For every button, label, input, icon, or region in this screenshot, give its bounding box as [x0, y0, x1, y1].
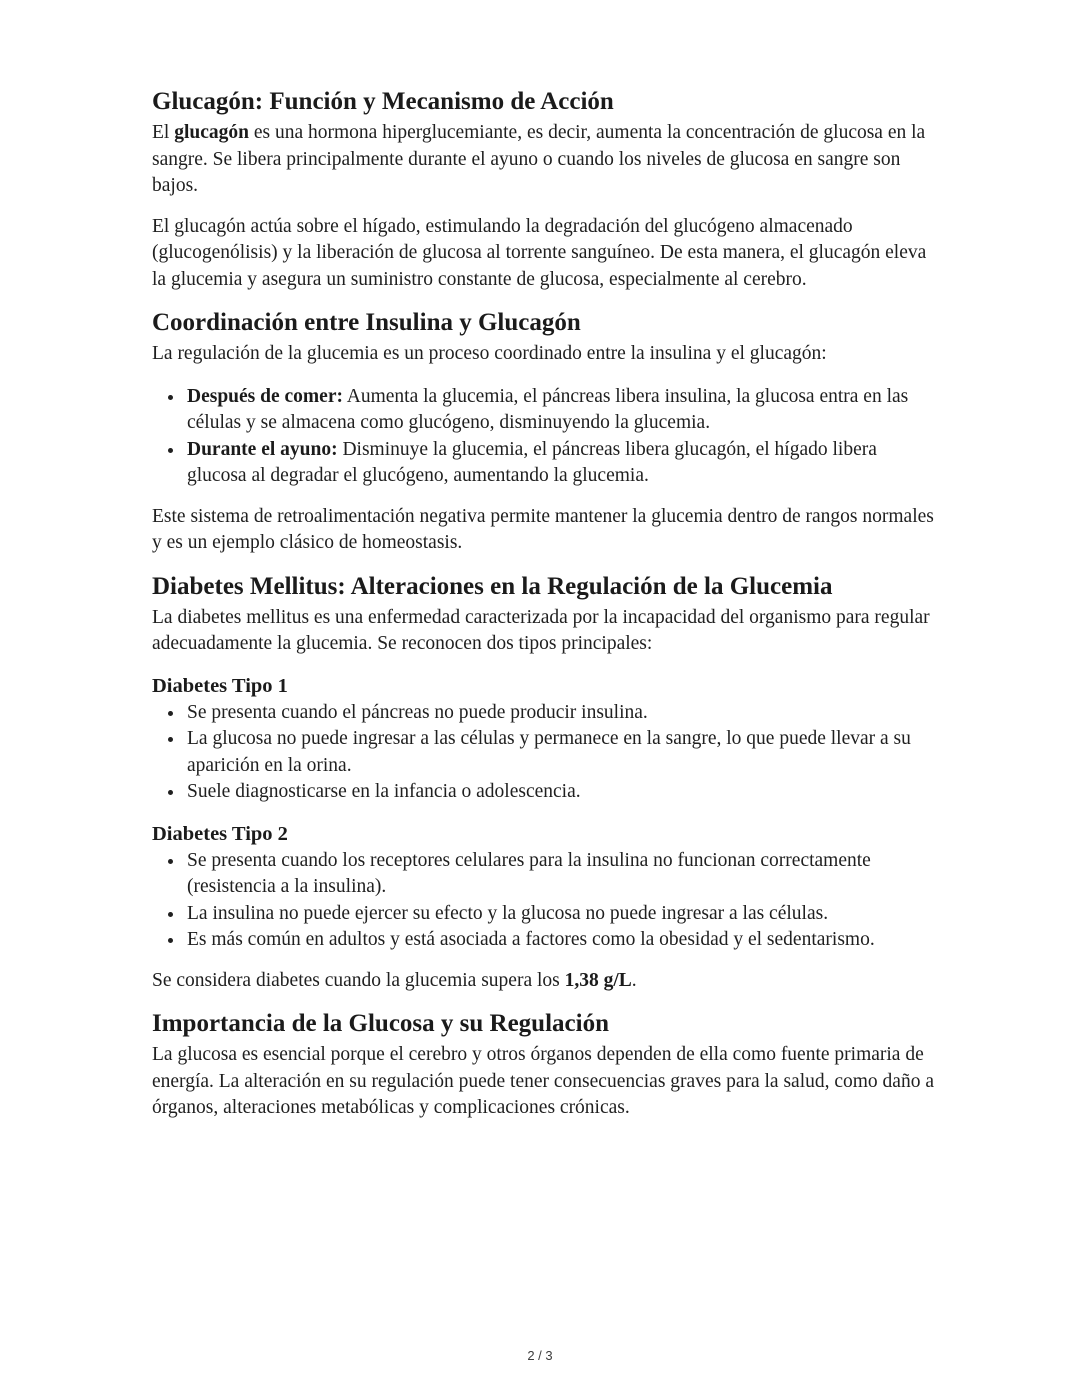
text-run: El	[152, 122, 175, 143]
section-heading-glucagon: Glucagón: Función y Mecanismo de Acción	[152, 88, 614, 115]
list-item: • Es más común en adultos y está asociada a factores como la obesidad y el sedentarismo.	[185, 927, 940, 954]
document-content	[152, 86, 940, 1122]
bold-term-glucagon: glucagón	[174, 122, 249, 143]
list-item-durante-el-ayuno	[185, 437, 940, 490]
subheading-diabetes-tipo-1: Diabetes Tipo 1	[152, 674, 288, 697]
text-run: es una hormona hiperglucemiante, es decir, aumenta la concentración de glucosa en la sangre. Se libera principalmente durante el ayuno o cuando los niveles de glucosa en sangre son bajos.	[152, 122, 926, 196]
section-diabetes	[152, 571, 940, 995]
section-glucagon	[152, 86, 940, 293]
page-number-indicator: 2 / 3	[527, 1348, 553, 1363]
section-importancia	[152, 1008, 940, 1122]
section-coordinacion	[152, 307, 940, 557]
paragraph-glucagon-mechanism: El glucagón actúa sobre el hígado, estimulando la degradación del glucógeno almacenado (glucogenólisis) y la liberación de glucosa al torrente sanguíneo. De esta manera, el glucagón eleva la glucemia y asegura un suministro constante de glucosa, especialmente al cerebro.	[152, 215, 927, 290]
bullet-list-coordinacion	[152, 384, 940, 490]
paragraph-importancia: La glucosa es esencial porque el cerebro y otros órganos dependen de ella como fuente primaria de energía. La alteración en su regulación puede tener consecuencias graves para la salud, como daño a órganos, alteraciones metabólicas y complicaciones crónicas.	[152, 1044, 934, 1118]
list-item: • La glucosa no puede ingresar a las células y permanece en la sangre, lo que puede llevar a su aparición en la orina.	[185, 726, 940, 779]
paragraph-diabetes-threshold	[152, 968, 940, 995]
list-item: • Se presenta cuando el páncreas no puede producir insulina.	[185, 700, 940, 727]
bullet-list-tipo-2	[152, 848, 940, 954]
section-heading-coordinacion: Coordinación entre Insulina y Glucagón	[152, 309, 581, 336]
paragraph-homeostasis: Este sistema de retroalimentación negativa permite mantener la glucemia dentro de rangos normales y es un ejemplo clásico de homeostasis.	[152, 505, 934, 553]
bold-lead: Después de comer:	[187, 385, 343, 407]
section-heading-importancia: Importancia de la Glucosa y su Regulación	[152, 1010, 609, 1037]
text-run: Aumenta la glucemia, el páncreas libera insulina, la glucosa entra en las células y se almacena como glucógeno, disminuyendo la glucemia.	[187, 385, 909, 433]
bold-threshold-value: 1,38 g/L	[564, 969, 632, 991]
paragraph-diabetes-intro: La diabetes mellitus es una enfermedad caracterizada por la incapacidad del organismo para regular adecuadamente la glucemia. Se reconocen dos tipos principales:	[152, 606, 930, 654]
list-item: • Se presenta cuando los receptores celulares para la insulina no funcionan correctamente (resistencia a la insulina).	[185, 848, 940, 901]
list-item: • La insulina no puede ejercer su efecto y la glucosa no puede ingresar a las células.	[185, 901, 940, 928]
paragraph-glucagon-intro	[152, 120, 940, 200]
bold-lead: Durante el ayuno:	[187, 438, 338, 460]
list-item-despues-de-comer	[185, 384, 940, 437]
text-run: Disminuye la glucemia, el páncreas libera glucagón, el hígado libera glucosa al degradar el glucógeno, aumentando la glucemia.	[187, 438, 877, 486]
page-footer	[0, 1348, 1080, 1363]
paragraph-coordinacion-intro: La regulación de la glucemia es un proceso coordinado entre la insulina y el glucagón:	[152, 343, 827, 364]
bullet-list-tipo-1	[152, 700, 940, 806]
text-run: .	[631, 969, 637, 991]
list-item: • Suele diagnosticarse en la infancia o adolescencia.	[185, 779, 940, 806]
text-run: Se considera diabetes cuando la glucemia supera los	[152, 969, 565, 991]
section-heading-diabetes: Diabetes Mellitus: Alteraciones en la Regulación de la Glucemia	[152, 572, 833, 600]
subheading-diabetes-tipo-2: Diabetes Tipo 2	[152, 822, 288, 845]
